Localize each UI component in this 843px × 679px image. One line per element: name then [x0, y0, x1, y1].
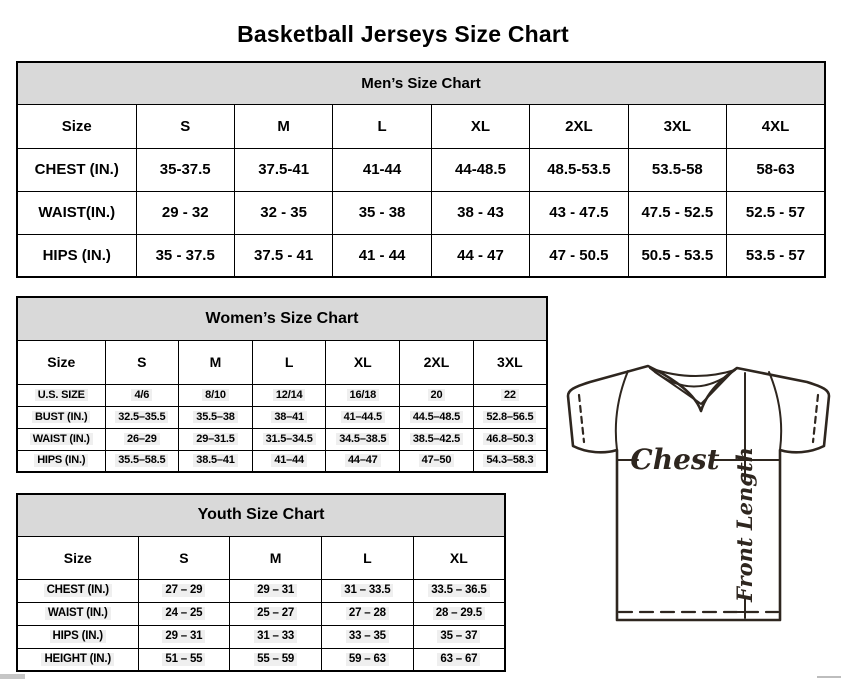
table-cell-text: 63 – 67	[437, 653, 480, 666]
table-cell	[105, 406, 179, 428]
row-label	[17, 648, 138, 671]
table-cell-text: 47.5 - 52.5	[641, 203, 714, 221]
table-cell-text: 54.3–58.3	[483, 454, 536, 467]
column-header: L	[322, 536, 414, 579]
table-cell	[234, 234, 332, 277]
youth-header-row	[17, 536, 505, 579]
table-cell	[230, 648, 322, 671]
women-data-row	[17, 428, 547, 450]
table-cell	[136, 191, 234, 234]
women-data-row	[17, 384, 547, 406]
table-cell-text: 26–29	[124, 433, 160, 446]
table-cell	[179, 384, 253, 406]
table-cell	[413, 648, 505, 671]
table-cell	[230, 602, 322, 625]
table-title: Men’s Size Chart	[17, 62, 825, 104]
page-title: Basketball Jerseys Size Chart	[237, 21, 569, 48]
row-label	[17, 384, 105, 406]
table-cell-text: 35 – 37	[437, 630, 480, 643]
table-cell-text: 38 - 43	[457, 203, 504, 221]
men-header-row	[17, 104, 825, 148]
column-header: S	[136, 104, 234, 148]
table-cell-text: 47 - 50.5	[549, 246, 609, 264]
table-cell-text: 29 – 31	[254, 584, 297, 597]
table-cell-text: 52.8–56.5	[483, 411, 536, 424]
table-cell-text: 35.5–38	[193, 411, 237, 424]
table-cell	[530, 191, 628, 234]
table-cell-text: 55 – 59	[254, 653, 297, 666]
table-cell-text: 4/6	[131, 389, 152, 402]
table-cell	[252, 384, 326, 406]
table-cell-text: 44–47	[345, 454, 381, 467]
table-cell	[413, 625, 505, 648]
table-cell-text: 27 – 29	[162, 584, 205, 597]
row-label-text: WAIST (IN.)	[45, 607, 111, 620]
table-cell	[234, 191, 332, 234]
table-cell	[138, 625, 230, 648]
table-cell-text: 48.5-53.5	[547, 160, 611, 178]
women-data-row	[17, 450, 547, 472]
table-cell-text: 43 - 47.5	[549, 203, 609, 221]
table-cell	[333, 234, 431, 277]
table-cell-text: 41 - 44	[358, 246, 406, 264]
table-cell	[727, 191, 825, 234]
table-cell-text: 46.8–50.3	[483, 433, 536, 446]
table-cell-text: 28 – 29.5	[433, 607, 485, 620]
table-cell-text: 35-37.5	[159, 160, 211, 178]
women-header-row	[17, 340, 547, 384]
table-cell	[727, 234, 825, 277]
table-cell-text: 29 - 32	[161, 203, 209, 221]
right-sleeve-stitch-dashes	[813, 395, 818, 442]
table-cell-text: 35.5–58.5	[115, 454, 168, 467]
table-cell-text: 12/14	[273, 389, 306, 402]
table-cell	[136, 234, 234, 277]
youth-data-row	[17, 625, 505, 648]
table-cell	[230, 579, 322, 602]
table-cell	[431, 148, 529, 191]
table-cell-text: 38.5–41	[193, 454, 237, 467]
table-cell-text: 29 – 31	[162, 630, 205, 643]
table-cell	[628, 191, 726, 234]
table-title: Women’s Size Chart	[17, 297, 547, 340]
column-header: M	[230, 536, 322, 579]
youth-data-row	[17, 648, 505, 671]
collar-back-arc-deep	[650, 368, 735, 387]
table-cell-text: 34.5–38.5	[336, 433, 389, 446]
jersey-measurement-diagram	[560, 362, 838, 628]
table-cell	[431, 191, 529, 234]
table-cell-text: 38.5–42.5	[410, 433, 463, 446]
table-cell-text: 50.5 - 53.5	[641, 246, 714, 264]
table-cell-text: 44.5–48.5	[410, 411, 463, 424]
table-cell-text: 33.5 – 36.5	[428, 584, 489, 597]
column-header: 2XL	[530, 104, 628, 148]
table-cell-text: 29–31.5	[193, 433, 237, 446]
youth-title-row	[17, 494, 505, 536]
table-cell	[322, 625, 414, 648]
row-label-text: CHEST (IN.)	[34, 160, 119, 178]
row-label-text: HIPS (IN.)	[34, 454, 88, 467]
table-title: Youth Size Chart	[17, 494, 505, 536]
table-cell	[473, 406, 547, 428]
table-cell	[179, 450, 253, 472]
table-cell	[326, 428, 400, 450]
column-header: XL	[326, 340, 400, 384]
table-cell	[333, 148, 431, 191]
men-title-row	[17, 62, 825, 104]
table-cell-text: 41-44	[362, 160, 402, 178]
table-cell	[326, 450, 400, 472]
table-cell	[530, 234, 628, 277]
table-cell-text: 52.5 - 57	[745, 203, 806, 221]
table-cell	[400, 428, 474, 450]
table-cell-text: 24 – 25	[162, 607, 205, 620]
right-armhole-seam	[769, 372, 781, 450]
table-cell	[322, 579, 414, 602]
table-cell	[400, 450, 474, 472]
table-cell-text: 16/18	[347, 389, 380, 402]
row-label	[17, 191, 136, 234]
column-header: M	[179, 340, 253, 384]
table-cell	[322, 648, 414, 671]
table-cell-text: 20	[428, 389, 446, 402]
table-cell-text: 41–44.5	[341, 411, 385, 424]
table-cell-text: 35 - 38	[358, 203, 406, 221]
table-cell	[473, 450, 547, 472]
table-cell-text: 47–50	[419, 454, 455, 467]
table-cell	[431, 234, 529, 277]
table-cell-text: 31 – 33	[254, 630, 297, 643]
column-header: Size	[17, 340, 105, 384]
men-data-row	[17, 234, 825, 277]
table-cell	[252, 428, 326, 450]
column-header: 4XL	[727, 104, 825, 148]
table-cell-text: 58-63	[756, 160, 795, 178]
table-cell-text: 41–44	[271, 454, 307, 467]
table-cell	[105, 428, 179, 450]
row-label-text: WAIST (IN.)	[30, 433, 93, 446]
column-header: XL	[431, 104, 529, 148]
table-cell-text: 32.5–35.5	[115, 411, 168, 424]
column-header: Size	[17, 536, 138, 579]
column-header: M	[234, 104, 332, 148]
horizontal-scrollbar-fragment-right	[817, 676, 841, 678]
table-cell	[628, 148, 726, 191]
row-label-text: BUST (IN.)	[32, 411, 90, 424]
column-header: L	[252, 340, 326, 384]
row-label	[17, 579, 138, 602]
table-cell	[136, 148, 234, 191]
row-label-text: WAIST(IN.)	[38, 203, 116, 221]
table-cell-text: 32 - 35	[260, 203, 307, 221]
table-cell	[105, 450, 179, 472]
women-title-row	[17, 297, 547, 340]
row-label	[17, 450, 105, 472]
column-header: Size	[17, 104, 136, 148]
jersey-outline-drawing	[560, 362, 838, 628]
table-cell-text: 35 - 37.5	[155, 246, 215, 264]
table-cell	[322, 602, 414, 625]
table-cell-text: 37.5 - 41	[254, 246, 314, 264]
row-label-text: CHEST (IN.)	[44, 584, 112, 597]
table-cell	[628, 234, 726, 277]
column-header: XL	[413, 536, 505, 579]
column-header: S	[138, 536, 230, 579]
table-cell-text: 33 – 35	[346, 630, 389, 643]
column-header: S	[105, 340, 179, 384]
left-armhole-seam	[616, 371, 628, 450]
column-header: L	[333, 104, 431, 148]
column-header: 3XL	[628, 104, 726, 148]
table-cell	[473, 428, 547, 450]
table-cell	[413, 602, 505, 625]
table-cell	[333, 191, 431, 234]
table-cell-text: 59 – 63	[346, 653, 389, 666]
row-label	[17, 602, 138, 625]
row-label	[17, 406, 105, 428]
chest-label: Chest	[630, 443, 720, 476]
column-header: 2XL	[400, 340, 474, 384]
row-label	[17, 428, 105, 450]
column-header: 3XL	[473, 340, 547, 384]
table-cell-text: 44-48.5	[455, 160, 506, 178]
table-cell	[400, 406, 474, 428]
table-cell	[530, 148, 628, 191]
table-cell	[252, 450, 326, 472]
men-data-row	[17, 148, 825, 191]
table-cell	[326, 384, 400, 406]
row-label-text: HEIGHT (IN.)	[41, 653, 114, 666]
table-cell	[105, 384, 179, 406]
table-cell	[230, 625, 322, 648]
table-cell	[727, 148, 825, 191]
left-sleeve-stitch-dashes	[579, 395, 584, 442]
front-length-label: Front Length	[732, 447, 757, 602]
table-cell	[473, 384, 547, 406]
table-cell-text: 8/10	[202, 389, 229, 402]
youth-data-row	[17, 602, 505, 625]
table-cell-text: 38–41	[271, 411, 307, 424]
table-cell-text: 25 – 27	[254, 607, 297, 620]
womens-size-chart-table	[16, 296, 548, 473]
row-label	[17, 234, 136, 277]
row-label	[17, 625, 138, 648]
row-label	[17, 148, 136, 191]
table-cell-text: 22	[501, 389, 519, 402]
table-cell-text: 44 - 47	[457, 246, 504, 264]
table-cell	[326, 406, 400, 428]
women-data-row	[17, 406, 547, 428]
youth-size-chart-table	[16, 493, 506, 672]
table-cell-text: 31 – 33.5	[341, 584, 393, 597]
table-cell-text: 37.5-41	[258, 160, 310, 178]
table-cell	[413, 579, 505, 602]
row-label-text: HIPS (IN.)	[50, 630, 106, 643]
table-cell-text: 27 – 28	[346, 607, 389, 620]
jersey-body-outline	[568, 366, 829, 620]
table-cell	[138, 602, 230, 625]
horizontal-scrollbar-fragment-left	[0, 674, 25, 679]
youth-data-row	[17, 579, 505, 602]
table-cell-text: 31.5–34.5	[263, 433, 316, 446]
men-data-row	[17, 191, 825, 234]
row-label-text: HIPS (IN.)	[42, 246, 111, 264]
table-cell-text: 53.5-58	[651, 160, 703, 178]
row-label-text: U.S. SIZE	[35, 389, 88, 402]
table-cell-text: 51 – 55	[162, 653, 205, 666]
table-cell-text: 53.5 - 57	[745, 246, 806, 264]
mens-size-chart-table	[16, 61, 826, 278]
table-cell	[179, 428, 253, 450]
table-cell	[234, 148, 332, 191]
table-cell	[138, 579, 230, 602]
table-cell	[138, 648, 230, 671]
table-cell	[400, 384, 474, 406]
table-cell	[179, 406, 253, 428]
table-cell	[252, 406, 326, 428]
